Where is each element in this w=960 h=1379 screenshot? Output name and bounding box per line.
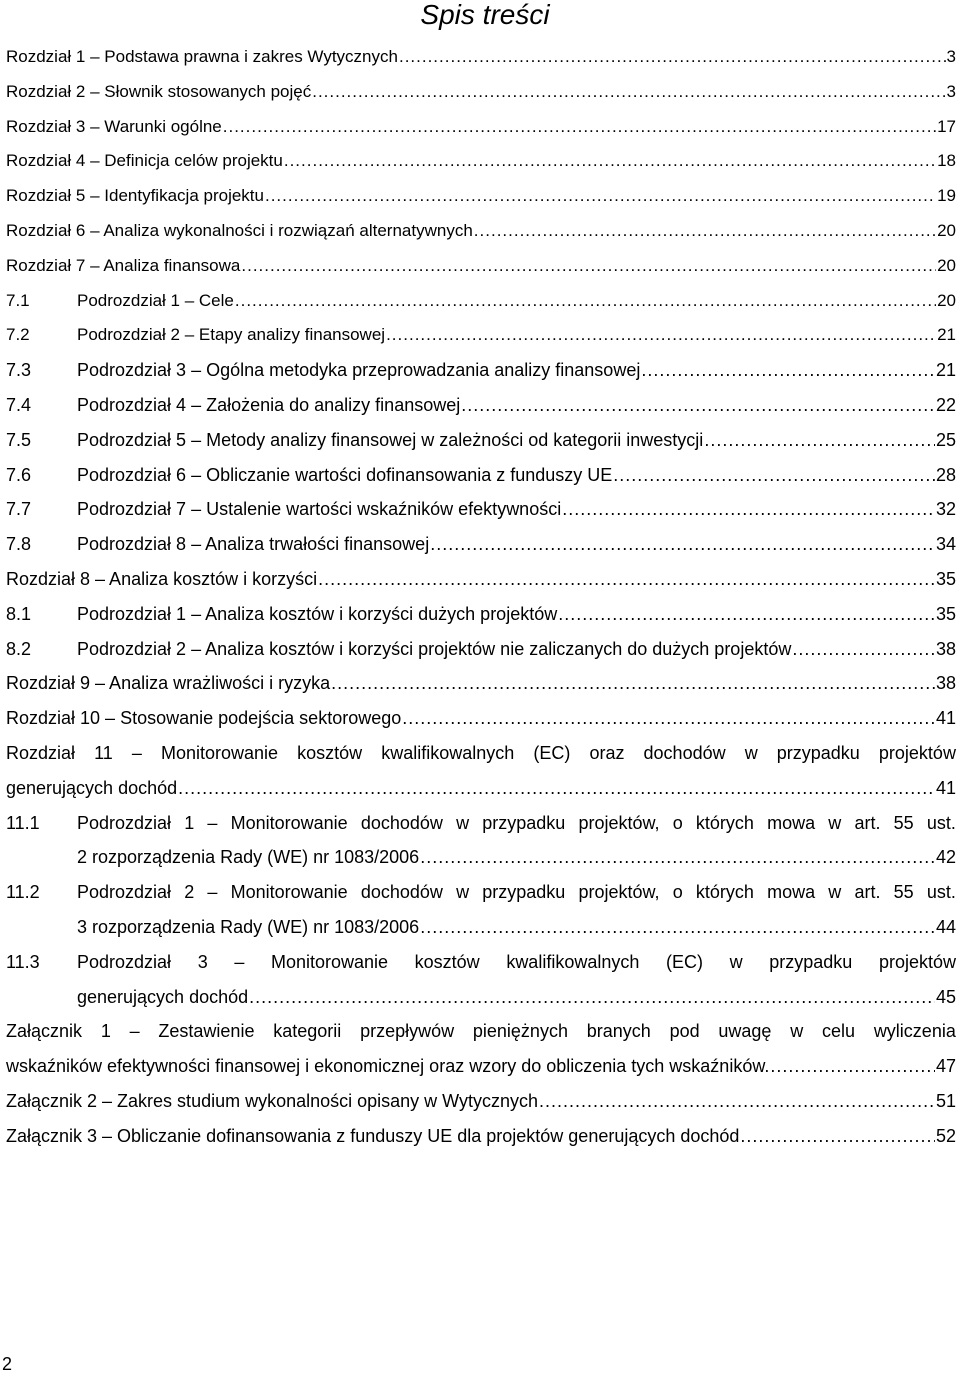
toc-entry[interactable] [6, 181, 956, 211]
toc-entry-text: Załącznik 2 – Zakres studium wykonalności opisany w Wytycznych [6, 1090, 539, 1111]
toc-entry[interactable] [6, 877, 956, 907]
toc-entry-row [6, 982, 956, 1017]
toc-word: art. [854, 812, 881, 833]
toc-entry[interactable] [6, 1051, 956, 1081]
toc-entry-text: Podrozdział 1 – Cele [77, 290, 234, 310]
toc-word: (EC) [666, 951, 703, 972]
toc-page-number: 20 [937, 255, 956, 275]
toc-entry[interactable] [6, 1016, 956, 1046]
toc-entry[interactable] [6, 460, 956, 490]
page-number: 2 [2, 1354, 13, 1374]
toc-word: przypadku [776, 742, 860, 763]
dot-leader [178, 773, 935, 803]
toc-word: branych [586, 1021, 651, 1042]
toc-word: Zestawienie [158, 1021, 255, 1042]
toc-entry-row [6, 564, 956, 599]
toc-entry-row [6, 1086, 956, 1121]
toc-entry[interactable] [6, 668, 956, 698]
toc-title: Spis treści [420, 0, 550, 30]
toc-page-number: 21 [935, 360, 956, 381]
toc-word: w [828, 882, 842, 903]
toc-word: mowa [767, 882, 816, 903]
toc-entry-number: 7.7 [6, 499, 32, 520]
toc-word: mowa [767, 812, 816, 833]
toc-page-number: 52 [935, 1125, 956, 1146]
toc-entry-row [6, 1121, 956, 1156]
toc-word: Rozdział [6, 742, 76, 763]
toc-word: w [456, 882, 470, 903]
toc-entry[interactable] [6, 77, 956, 107]
dot-leader [641, 355, 935, 385]
toc-word: o [672, 882, 683, 903]
toc-entry-row [6, 286, 956, 321]
toc-word: projektów, [578, 882, 660, 903]
toc-entry[interactable] [77, 982, 956, 1012]
toc-entry-text: Rozdział 6 – Analiza wykonalności i rozwiązań alternatywnych [6, 220, 473, 240]
toc-word: w [456, 812, 470, 833]
toc-entry-text: Podrozdział 5 – Metody analizy finansowej w zależności od kategorii inwestycji [77, 429, 704, 450]
toc-entry-row [6, 390, 956, 425]
toc-entry[interactable] [6, 703, 956, 733]
toc-word: 3 [197, 951, 208, 972]
toc-entry[interactable] [6, 355, 956, 385]
dot-leader [474, 216, 936, 246]
toc-word: dochodów [360, 882, 443, 903]
toc-page-number: 34 [935, 534, 956, 555]
toc-entry-number: 11.3 [6, 951, 40, 972]
toc-entry-row [6, 947, 956, 982]
toc-entry-text: 2 rozporządzenia Rady (WE) nr 1083/2006 [77, 847, 420, 868]
toc-word: 2 [184, 882, 195, 903]
dot-leader [402, 703, 935, 733]
toc-word: art. [854, 882, 881, 903]
dot-leader [539, 1086, 935, 1116]
toc-entry-text: Podrozdział 2 – Etapy analizy finansowej [77, 325, 386, 345]
toc-word: – [207, 882, 218, 903]
toc-word: kategorii [273, 1021, 342, 1042]
dot-leader [558, 599, 935, 629]
toc-word: 11 [94, 742, 113, 763]
toc-word: Podrozdział [77, 812, 172, 833]
dot-leader [740, 1121, 935, 1151]
toc-entry[interactable] [6, 1086, 956, 1116]
dot-leader [420, 912, 935, 942]
toc-entry-text: Podrozdział 4 – Założenia do analizy finansowej [77, 394, 461, 415]
toc-entry[interactable] [6, 425, 956, 455]
toc-entry-row [6, 703, 956, 738]
toc-entry-row [6, 773, 956, 808]
toc-entry-row [6, 599, 956, 634]
toc-word: projektów [878, 951, 956, 972]
toc-page-number: 32 [935, 499, 956, 520]
toc-word: Podrozdział [77, 882, 172, 903]
toc-entry[interactable] [6, 599, 956, 629]
toc-word: ust. [926, 882, 956, 903]
toc-page-number: 22 [935, 394, 956, 415]
toc-page-number: 3 [946, 81, 956, 101]
toc-entry-text: generujących dochód [6, 777, 178, 798]
toc-entry-row [6, 251, 956, 286]
toc-word: Monitorowanie [160, 742, 279, 763]
toc-entry[interactable] [77, 912, 956, 942]
dot-leader [430, 529, 935, 559]
toc-word: 1 [100, 1021, 111, 1042]
toc-page-number: 21 [937, 325, 956, 345]
toc-entry-row [6, 112, 956, 147]
toc-entry-text [77, 947, 956, 977]
table-of-contents [6, 42, 956, 1156]
toc-entry-text: Rozdział 9 – Analiza wrażliwości i ryzyka [6, 673, 331, 694]
toc-word: kwalifikowalnych [381, 742, 515, 763]
toc-entry-text: generujących dochód [77, 986, 249, 1007]
toc-word: 1 [184, 812, 195, 833]
toc-page-number: 42 [935, 847, 956, 868]
toc-entry-number: 7.6 [6, 464, 32, 485]
dot-leader [399, 42, 946, 72]
toc-entry-text: Rozdział 7 – Analiza finansowa [6, 255, 241, 275]
toc-entry-row [6, 808, 956, 843]
toc-entry-text: 3 rozporządzenia Rady (WE) nr 1083/2006 [77, 916, 420, 937]
toc-entry-row [6, 529, 956, 564]
toc-entry-text [6, 1016, 956, 1046]
toc-word: przepływów [360, 1021, 455, 1042]
toc-word: których [695, 882, 754, 903]
toc-entry-row [6, 1051, 956, 1086]
toc-page-number: 25 [935, 429, 956, 450]
toc-entry-text: Podrozdział 8 – Analiza trwałości finansowej [77, 534, 430, 555]
toc-word: oraz [589, 742, 625, 763]
toc-word: wyliczenia [873, 1021, 956, 1042]
toc-entry-text: Rozdział 8 – Analiza kosztów i korzyści [6, 568, 318, 589]
toc-word: Monitorowanie [270, 951, 389, 972]
toc-word: Podrozdział [77, 951, 172, 972]
toc-entry-row [6, 494, 956, 529]
toc-entry[interactable] [6, 112, 956, 142]
toc-word: – [129, 1021, 140, 1042]
toc-entry-row [6, 320, 956, 355]
dot-leader [284, 146, 936, 176]
toc-word: kosztów [414, 951, 480, 972]
toc-entry-number: 7.4 [6, 394, 32, 415]
toc-entry[interactable] [6, 634, 956, 664]
toc-entry-text: Rozdział 1 – Podstawa prawna i zakres Wytycznych [6, 47, 398, 66]
toc-entry[interactable] [6, 808, 956, 838]
toc-entry[interactable] [6, 529, 956, 559]
toc-entry-text: Podrozdział 7 – Ustalenie wartości wskaźników efektywności [77, 499, 562, 520]
toc-word: pieniężnych [472, 1021, 568, 1042]
toc-page-number: 45 [935, 986, 956, 1007]
toc-entry-row [6, 425, 956, 460]
dot-leader [704, 425, 935, 455]
toc-word: przypadku [769, 951, 853, 972]
dot-leader [265, 181, 936, 211]
toc-entry-number: 7.1 [6, 290, 30, 310]
toc-entry[interactable] [6, 42, 956, 72]
toc-word: przypadku [482, 882, 566, 903]
toc-entry-row [6, 216, 956, 251]
toc-page-number: 35 [935, 568, 956, 589]
dot-leader [613, 460, 935, 490]
toc-word: (EC) [533, 742, 571, 763]
toc-entry-number: 11.2 [6, 882, 40, 903]
toc-word: Monitorowanie [230, 812, 348, 833]
toc-entry-row [6, 912, 956, 947]
toc-word: w [744, 742, 758, 763]
toc-page-number: 38 [935, 673, 956, 694]
toc-entry[interactable] [6, 251, 956, 281]
toc-entry[interactable] [6, 286, 956, 316]
toc-entry-row [6, 355, 956, 390]
toc-word: w [729, 951, 743, 972]
toc-word: – [131, 742, 142, 763]
toc-word: o [672, 812, 683, 833]
toc-word: których [695, 812, 754, 833]
toc-word: projektów [878, 742, 956, 763]
toc-entry-text: Rozdział 2 – Słownik stosowanych pojęć [6, 81, 312, 101]
toc-entry-row [6, 77, 956, 112]
toc-entry-text: Podrozdział 6 – Obliczanie wartości dofinansowania z funduszy UE [77, 464, 613, 485]
toc-entry-row [6, 738, 956, 773]
toc-word: w [828, 812, 842, 833]
toc-entry[interactable] [6, 947, 956, 977]
toc-page-number: 51 [935, 1090, 956, 1111]
toc-word: 55 [893, 882, 914, 903]
toc-word: 55 [893, 812, 914, 833]
toc-entry-row [6, 634, 956, 669]
toc-entry-text: wskaźników efektywności finansowej i ekonomicznej oraz wzory do obliczenia tych wskaźników. [6, 1056, 770, 1077]
toc-entry[interactable] [77, 842, 956, 872]
toc-page-number: 41 [935, 777, 956, 798]
toc-entry[interactable] [6, 1121, 956, 1151]
toc-word: kwalifikowalnych [506, 951, 640, 972]
toc-entry-number: 8.1 [6, 603, 32, 624]
toc-entry-row [6, 842, 956, 877]
toc-word: w [790, 1021, 804, 1042]
toc-page-number: 17 [937, 116, 956, 136]
toc-entry-text: Rozdział 3 – Warunki ogólne [6, 116, 222, 136]
dot-leader [792, 634, 935, 664]
dot-leader [223, 112, 936, 142]
toc-entry-row [6, 877, 956, 912]
toc-entry-row [6, 42, 956, 77]
toc-entry-text: Rozdział 10 – Stosowanie podejścia sektorowego [6, 708, 402, 729]
toc-entry-number: 7.8 [6, 534, 32, 555]
dot-leader [249, 982, 935, 1012]
toc-entry[interactable] [6, 146, 956, 176]
dot-leader [241, 251, 936, 281]
dot-leader [461, 390, 935, 420]
toc-entry[interactable] [6, 320, 956, 350]
toc-page-number: 38 [935, 638, 956, 659]
toc-entry-text: Rozdział 5 – Identyfikacja projektu [6, 186, 264, 206]
toc-word: dochodów [643, 742, 726, 763]
toc-entry-text [6, 738, 956, 768]
toc-entry[interactable] [6, 773, 956, 803]
toc-page-number: 18 [937, 151, 956, 171]
toc-entry[interactable] [6, 564, 956, 594]
toc-entry-text: Podrozdział 3 – Ogólna metodyka przeprowadzania analizy finansowej [77, 360, 641, 381]
dot-leader [386, 320, 936, 350]
toc-page-number: 20 [937, 290, 956, 310]
dot-leader [562, 494, 935, 524]
toc-word: dochodów [360, 812, 443, 833]
toc-entry-text: Podrozdział 2 – Analiza kosztów i korzyści projektów nie zaliczanych do dużych projektów [77, 638, 792, 659]
toc-word: Załącznik [6, 1021, 83, 1042]
toc-entry-row [6, 460, 956, 495]
toc-page-number: 44 [935, 916, 956, 937]
toc-page-number: 3 [946, 47, 956, 66]
dot-leader [420, 842, 935, 872]
toc-page-number: 19 [937, 186, 956, 206]
toc-entry-number: 8.2 [6, 638, 32, 659]
toc-word: uwagę [718, 1021, 772, 1042]
toc-entry-text [77, 877, 956, 907]
toc-page-number: 41 [935, 708, 956, 729]
toc-word: celu [822, 1021, 856, 1042]
toc-word: przypadku [482, 812, 566, 833]
toc-entry-text: Rozdział 4 – Definicja celów projektu [6, 151, 283, 171]
toc-word: Monitorowanie [230, 882, 348, 903]
toc-word: projektów, [578, 812, 660, 833]
toc-entry-number: 7.5 [6, 429, 32, 450]
toc-entry[interactable] [6, 494, 956, 524]
toc-word: pod [669, 1021, 700, 1042]
toc-entry-text [77, 808, 956, 838]
toc-word: kosztów [297, 742, 363, 763]
toc-entry-row [6, 146, 956, 181]
toc-word: ust. [926, 812, 956, 833]
dot-leader [312, 77, 945, 107]
toc-page-number: 20 [937, 220, 956, 240]
toc-entry[interactable] [6, 738, 956, 768]
toc-entry[interactable] [6, 390, 956, 420]
toc-entry-number: 7.3 [6, 360, 32, 381]
toc-entry-row [6, 668, 956, 703]
toc-entry-row [6, 1016, 956, 1051]
dot-leader [770, 1051, 935, 1081]
toc-entry-number: 11.1 [6, 812, 40, 833]
toc-entry-number: 7.2 [6, 325, 30, 345]
dot-leader [318, 564, 935, 594]
toc-page-number: 47 [935, 1056, 956, 1077]
toc-page-number: 28 [935, 464, 956, 485]
toc-entry-text: Podrozdział 1 – Analiza kosztów i korzyści dużych projektów [77, 603, 558, 624]
dot-leader [235, 286, 936, 316]
toc-word: – [207, 812, 218, 833]
toc-entry-text: Załącznik 3 – Obliczanie dofinansowania z funduszy UE dla projektów generujących dochód [6, 1125, 740, 1146]
toc-entry[interactable] [6, 216, 956, 246]
toc-page-number: 35 [935, 603, 956, 624]
toc-entry-row [6, 181, 956, 216]
dot-leader [331, 668, 935, 698]
toc-word: – [234, 951, 245, 972]
